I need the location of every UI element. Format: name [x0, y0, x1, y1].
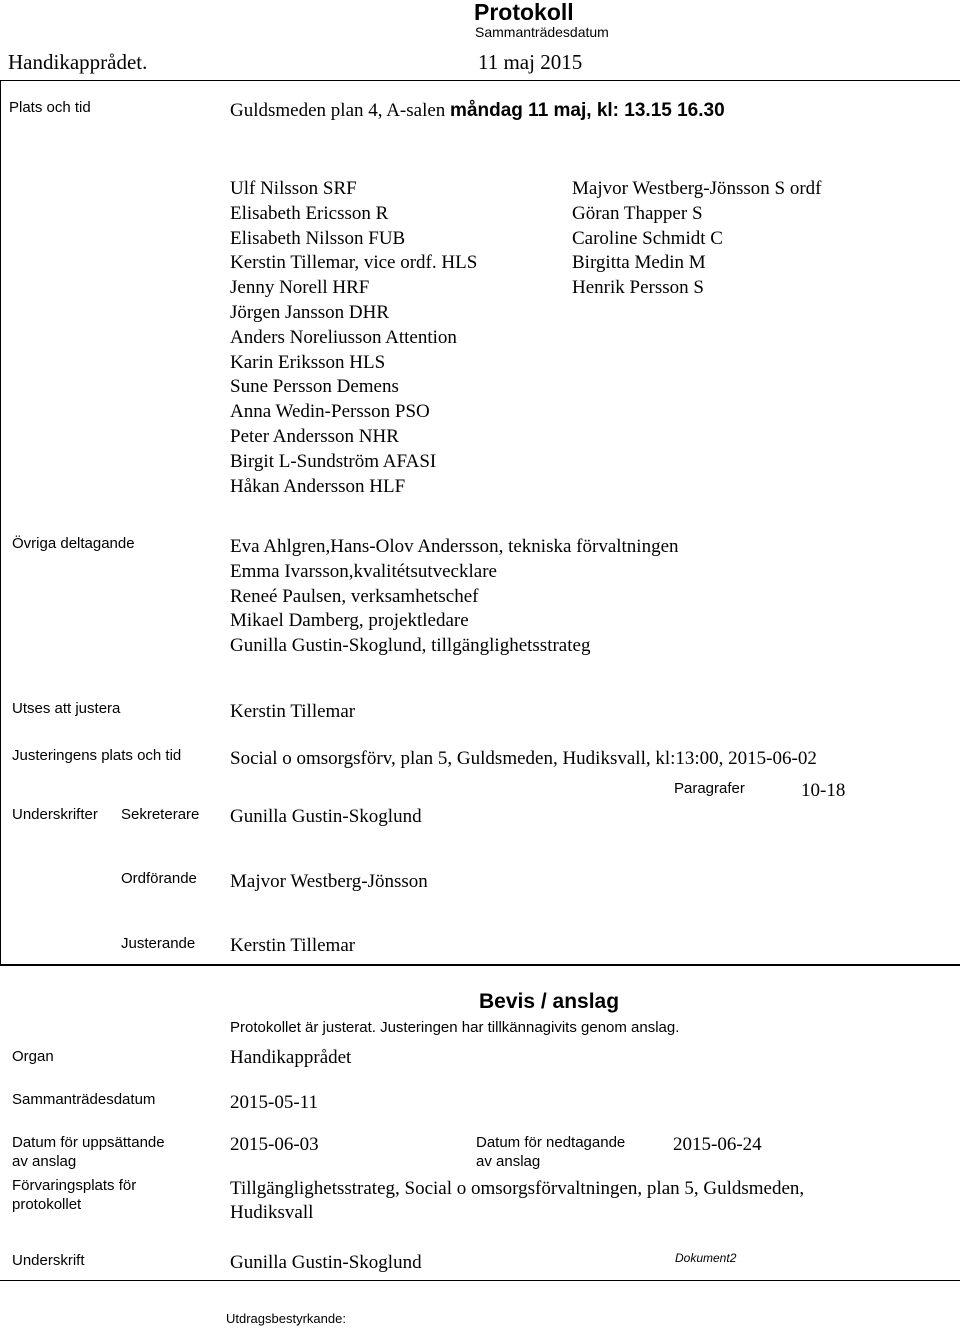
- attendee: Anders Noreliusson Attention: [230, 326, 457, 348]
- bottom-divider: [0, 964, 960, 966]
- paragraphs-value: 10-18: [801, 780, 846, 801]
- posted-date-label: [12, 1133, 165, 1171]
- meeting-place-time: [230, 99, 725, 123]
- notice-statement: Protokollet är justerat. Justeringen har tillkännagivits genom anslag.: [230, 1019, 680, 1036]
- top-divider: [0, 80, 960, 81]
- storage-value-line2: Hudiksvall: [230, 1202, 314, 1223]
- other-participant: Emma Ivarsson,kvalitétsutvecklare: [230, 560, 497, 582]
- adjust-place-value: Social o omsorgsförv, plan 5, Guldsmeden, Hudiksvall, kl:13:00, 2015-06-02: [230, 748, 817, 769]
- attendee: Peter Andersson NHR: [230, 425, 399, 447]
- organ-label: Organ: [12, 1048, 54, 1065]
- document-name: Dokument2: [675, 1251, 737, 1265]
- storage-value: [230, 1177, 804, 1225]
- secretary-label: Sekreterare: [121, 806, 200, 823]
- chair-label: Ordförande: [121, 870, 197, 887]
- removed-date-label: [476, 1133, 625, 1171]
- others-label: Övriga deltagande: [12, 535, 135, 552]
- other-participant: Gunilla Gustin-Skoglund, tillgänglighetsstrateg: [230, 635, 591, 657]
- other-participant: Eva Ahlgren,Hans-Olov Andersson, tekniska förvaltningen: [230, 536, 679, 557]
- attendee: Göran Thapper S: [572, 202, 703, 224]
- secretary-name: Gunilla Gustin-Skoglund: [230, 806, 422, 827]
- other-participant: Reneé Paulsen, verksamhetschef: [230, 585, 479, 607]
- notice-title: Bevis / anslag: [479, 990, 620, 1013]
- attendee: Sune Persson Demens: [230, 376, 399, 398]
- others-list: [230, 535, 679, 659]
- meeting-time: måndag 11 maj, kl: 13.15 16.30: [450, 100, 725, 121]
- other-participant: Mikael Damberg, projektledare: [230, 610, 469, 632]
- attendee: Majvor Westberg-Jönsson S ordf: [572, 178, 822, 199]
- removed-date-label-line1: Datum för nedtagande: [476, 1134, 626, 1151]
- signature-label: Underskrift: [12, 1252, 85, 1269]
- posted-date-label-line2: av anslag: [12, 1153, 77, 1170]
- attendee: Birgit L-Sundström AFASI: [230, 450, 437, 472]
- attendee: Anna Wedin-Persson PSO: [230, 401, 430, 423]
- adjust-place-label: Justeringens plats och tid: [12, 747, 182, 764]
- storage-label-line1: Förvaringsplats för: [12, 1177, 137, 1194]
- attendee: Elisabeth Nilsson FUB: [230, 227, 406, 249]
- posted-date-label-line1: Datum för uppsättande: [12, 1134, 165, 1151]
- adjuster-label: Justerande: [121, 935, 196, 952]
- notice-meeting-date-label: Sammanträdesdatum: [12, 1091, 156, 1108]
- paragraphs-label: Paragrafer: [674, 780, 745, 797]
- attendee: Henrik Persson S: [572, 277, 704, 299]
- adjuster-name: Kerstin Tillemar: [230, 935, 356, 956]
- attendee: Jörgen Jansson DHR: [230, 301, 390, 323]
- attendee: Håkan Andersson HLF: [230, 475, 406, 497]
- left-border: [0, 80, 1, 965]
- storage-value-line1: Tillgänglighetsstrateg, Social o omsorgsförvaltningen, plan 5, Guldsmeden,: [230, 1178, 805, 1199]
- signature-divider: [0, 1280, 960, 1281]
- organization-name: Handikapprådet.: [8, 50, 148, 74]
- organ-value: Handikapprådet: [230, 1047, 352, 1068]
- extract-label: Utdragsbestyrkande:: [226, 1311, 346, 1326]
- attendee: Kerstin Tillemar, vice ordf. HLS: [230, 252, 478, 274]
- document-title: Protokoll: [474, 0, 574, 25]
- attendees-right: [572, 177, 822, 301]
- meeting-date-label: Sammanträdesdatum: [475, 24, 609, 40]
- attendee: Elisabeth Ericsson R: [230, 202, 389, 224]
- attendee: Jenny Norell HRF: [230, 277, 370, 299]
- meeting-place: Guldsmeden plan 4, A-salen: [230, 100, 451, 121]
- signatures-label: Underskrifter: [12, 806, 98, 823]
- removed-date: 2015-06-24: [673, 1134, 762, 1155]
- meeting-date: 11 maj 2015: [478, 50, 583, 74]
- storage-label: [12, 1176, 136, 1214]
- adjust-value: Kerstin Tillemar: [230, 701, 356, 722]
- attendees-left: [230, 177, 477, 499]
- posted-date: 2015-06-03: [230, 1134, 319, 1155]
- attendee: Ulf Nilsson SRF: [230, 178, 357, 199]
- signature-name: Gunilla Gustin-Skoglund: [230, 1252, 422, 1273]
- storage-label-line2: protokollet: [12, 1196, 82, 1213]
- attendee: Caroline Schmidt C: [572, 227, 723, 249]
- removed-date-label-line2: av anslag: [476, 1153, 541, 1170]
- adjust-label: Utses att justera: [12, 700, 121, 717]
- attendee: Karin Eriksson HLS: [230, 351, 386, 373]
- place-label: Plats och tid: [9, 99, 91, 116]
- chair-name: Majvor Westberg-Jönsson: [230, 871, 428, 892]
- attendee: Birgitta Medin M: [572, 252, 706, 274]
- notice-meeting-date: 2015-05-11: [230, 1092, 318, 1113]
